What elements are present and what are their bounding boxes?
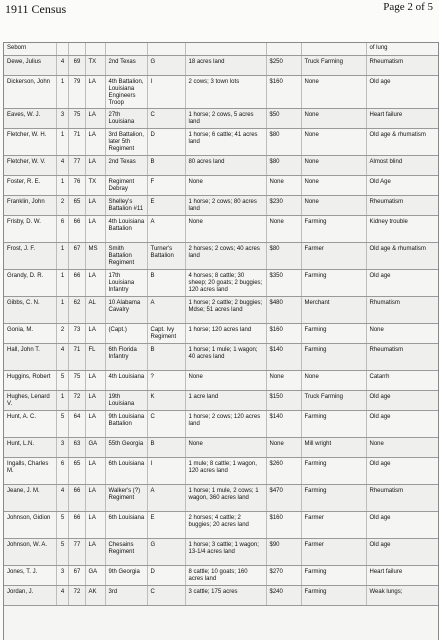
column-header: Seborn [4, 43, 56, 56]
value-cell: $80 [266, 156, 301, 176]
unit-cell: Smith Battalion Regiment [105, 243, 147, 270]
condition-cell: Old age [366, 458, 438, 485]
occupation-cell: Farming [301, 566, 366, 586]
table-row [4, 438, 438, 458]
value-cell: None [266, 371, 301, 391]
unit-cell: 6th Louisiana [105, 458, 147, 485]
company-cell: G [147, 539, 185, 566]
property-cell: None [185, 438, 266, 458]
table-row [4, 324, 438, 344]
state-cell: TX [85, 56, 105, 76]
condition-cell: Rheumatism [366, 485, 438, 512]
condition-cell: Kidney trouble [366, 216, 438, 243]
state-cell: AL [85, 297, 105, 324]
state-cell: LA [85, 76, 105, 109]
name-cell: Jordan, J. [4, 586, 56, 606]
name-cell: Franklin, John [4, 196, 56, 216]
property-cell: 2 horses; 2 cows; 40 acres land [185, 243, 266, 270]
state-cell: MS [85, 243, 105, 270]
company-cell: Turner's Battalion [147, 243, 185, 270]
family-cell: 1 [56, 129, 68, 156]
column-header [85, 43, 105, 56]
name-cell: Frisby, D. W. [4, 216, 56, 243]
occupation-cell: Farming [301, 586, 366, 606]
family-cell: 1 [56, 243, 68, 270]
value-cell: None [266, 438, 301, 458]
value-cell: $230 [266, 196, 301, 216]
company-cell: C [147, 586, 185, 606]
family-cell: 3 [56, 566, 68, 586]
company-cell: C [147, 109, 185, 129]
occupation-cell: Farming [301, 344, 366, 371]
company-cell: B [147, 438, 185, 458]
occupation-cell: None [301, 76, 366, 109]
column-header [68, 43, 85, 56]
state-cell: LA [85, 458, 105, 485]
property-cell: 8 cattle; 10 goats; 160 acres land [185, 566, 266, 586]
state-cell: GA [85, 566, 105, 586]
family-cell: 3 [56, 109, 68, 129]
table-row [4, 485, 438, 512]
age-cell: 67 [68, 566, 85, 586]
occupation-cell: None [301, 176, 366, 196]
age-cell: 71 [68, 344, 85, 371]
unit-cell: 19th Louisiana [105, 391, 147, 411]
family-cell: 2 [56, 324, 68, 344]
condition-cell: Rheumatism [366, 196, 438, 216]
condition-cell: Old age & rhumatism [366, 243, 438, 270]
property-cell: None [185, 216, 266, 243]
occupation-cell: Farming [301, 216, 366, 243]
table-row [4, 176, 438, 196]
unit-cell: 27th Louisiana [105, 109, 147, 129]
occupation-cell: None [301, 109, 366, 129]
name-cell: Grandy, D. R. [4, 270, 56, 297]
condition-cell: Heart failure [366, 566, 438, 586]
property-cell: 80 acres land [185, 156, 266, 176]
value-cell: $160 [266, 76, 301, 109]
column-header [105, 43, 147, 56]
name-cell: Fletcher, W. H. [4, 129, 56, 156]
unit-cell: Chesains Regiment [105, 539, 147, 566]
property-cell: 1 horse; 1 mule, 2 cows; 1 wagon, 360 acres land [185, 485, 266, 512]
company-cell: C [147, 411, 185, 438]
unit-cell: (Capt.) [105, 324, 147, 344]
property-cell: 1 acre land [185, 391, 266, 411]
name-cell: Jeane, J. M. [4, 485, 56, 512]
family-cell: 4 [56, 344, 68, 371]
occupation-cell: Farming [301, 411, 366, 438]
column-header [56, 43, 68, 56]
company-cell: B [147, 156, 185, 176]
column-header [147, 43, 185, 56]
condition-cell: Old age [366, 391, 438, 411]
condition-cell: None [366, 324, 438, 344]
unit-cell: 3rd Battalion, later 5th Regiment [105, 129, 147, 156]
state-cell: LA [85, 411, 105, 438]
table-row [4, 156, 438, 176]
state-cell: LA [85, 485, 105, 512]
condition-cell: Old age [366, 539, 438, 566]
column-header [301, 43, 366, 56]
company-cell: ? [147, 371, 185, 391]
occupation-cell: None [301, 371, 366, 391]
condition-cell: Rhumatism [366, 297, 438, 324]
property-cell: 1 horse; 6 cattle; 41 acres land [185, 129, 266, 156]
value-cell: $150 [266, 391, 301, 411]
value-cell: $240 [266, 586, 301, 606]
company-cell: G [147, 56, 185, 76]
table-row [4, 216, 438, 243]
unit-cell: 17th Louisiana Infantry [105, 270, 147, 297]
property-cell: 1 horse; 2 cows; 120 acres land [185, 411, 266, 438]
condition-cell: Old age & rhumatism [366, 129, 438, 156]
unit-cell: 3rd [105, 586, 147, 606]
table-row [4, 56, 438, 76]
property-cell: 1 mule; 8 cattle; 1 wagon, 120 acres land [185, 458, 266, 485]
name-cell: Hughes, Lenard V. [4, 391, 56, 411]
unit-cell: 6th Louisiana [105, 512, 147, 539]
unit-cell: 10 Alabama Cavalry [105, 297, 147, 324]
name-cell: Hunt, A. C. [4, 411, 56, 438]
family-cell: 1 [56, 270, 68, 297]
family-cell: 5 [56, 411, 68, 438]
family-cell: 4 [56, 156, 68, 176]
unit-cell: 9th Louisiana Battalion [105, 411, 147, 438]
age-cell: 65 [68, 196, 85, 216]
state-cell: LA [85, 512, 105, 539]
age-cell: 75 [68, 371, 85, 391]
age-cell: 66 [68, 512, 85, 539]
table-row [4, 270, 438, 297]
age-cell: 77 [68, 539, 85, 566]
age-cell: 72 [68, 391, 85, 411]
property-cell: 2 cows; 3 town lots [185, 76, 266, 109]
column-header [266, 43, 301, 56]
unit-cell: Shelley's Battalion #11 [105, 196, 147, 216]
company-cell: D [147, 566, 185, 586]
company-cell: K [147, 391, 185, 411]
value-cell: None [266, 216, 301, 243]
table-row [4, 512, 438, 539]
table-row [4, 566, 438, 586]
unit-cell: Regiment Debray [105, 176, 147, 196]
family-cell: 5 [56, 539, 68, 566]
state-cell: AK [85, 586, 105, 606]
occupation-cell: Farmer [301, 243, 366, 270]
age-cell: 66 [68, 485, 85, 512]
name-cell: Gibbs, C. N. [4, 297, 56, 324]
condition-cell: Catarrh [366, 371, 438, 391]
page-indicator: Page 2 of 5 [383, 1, 433, 13]
value-cell: $90 [266, 539, 301, 566]
property-cell: 1 horse; 2 cows; 80 acres land [185, 196, 266, 216]
state-cell: LA [85, 270, 105, 297]
column-header [185, 43, 266, 56]
name-cell: Frost, J. F. [4, 243, 56, 270]
table-row [4, 391, 438, 411]
state-cell: GA [85, 438, 105, 458]
value-cell: $350 [266, 270, 301, 297]
occupation-cell: None [301, 156, 366, 176]
family-cell: 4 [56, 485, 68, 512]
family-cell: 3 [56, 438, 68, 458]
unit-cell: 4th Battalion, Louisiana Engineers Troop [105, 76, 147, 109]
unit-cell: 2nd Texas [105, 56, 147, 76]
family-cell: 1 [56, 176, 68, 196]
unit-cell: 2nd Texas [105, 156, 147, 176]
value-cell: $470 [266, 485, 301, 512]
company-cell: D [147, 129, 185, 156]
condition-cell: Old Age [366, 176, 438, 196]
document-title: 1911 Census [5, 2, 67, 16]
company-cell: E [147, 512, 185, 539]
unit-cell: 9th Georgia [105, 566, 147, 586]
occupation-cell: Merchant [301, 297, 366, 324]
occupation-cell: Farming [301, 458, 366, 485]
census-table-container [3, 42, 439, 640]
occupation-cell: Farming [301, 324, 366, 344]
table-row [4, 344, 438, 371]
name-cell: Jones, T. J. [4, 566, 56, 586]
property-cell: None [185, 176, 266, 196]
unit-cell: 4th Louisiana Battalion [105, 216, 147, 243]
occupation-cell: Farmer [301, 539, 366, 566]
name-cell: Dickerson, John [4, 76, 56, 109]
company-cell: I [147, 76, 185, 109]
column-header: of lung [366, 43, 438, 56]
name-cell: Dewe, Julius [4, 56, 56, 76]
table-row [4, 458, 438, 485]
age-cell: 69 [68, 56, 85, 76]
table-row [4, 297, 438, 324]
property-cell: 1 horse; 2 cattle; 2 buggies; Mdse; 51 acres land [185, 297, 266, 324]
family-cell: 4 [56, 56, 68, 76]
family-cell: 5 [56, 512, 68, 539]
name-cell: Johnson, W. A. [4, 539, 56, 566]
table-row [4, 109, 438, 129]
state-cell: LA [85, 324, 105, 344]
name-cell: Hall, John T. [4, 344, 56, 371]
company-cell: I [147, 458, 185, 485]
unit-cell: 6th Florida Infantry [105, 344, 147, 371]
property-cell: 3 cattle; 175 acres [185, 586, 266, 606]
name-cell: Johnson, Gidion [4, 512, 56, 539]
company-cell: B [147, 270, 185, 297]
company-cell: A [147, 485, 185, 512]
state-cell: LA [85, 216, 105, 243]
name-cell: Fletcher, W. V. [4, 156, 56, 176]
unit-cell: 55th Georgia [105, 438, 147, 458]
age-cell: 71 [68, 129, 85, 156]
table-header-row [4, 43, 438, 56]
age-cell: 77 [68, 156, 85, 176]
family-cell: 2 [56, 196, 68, 216]
name-cell: Foster, R. E. [4, 176, 56, 196]
occupation-cell: Mill wright [301, 438, 366, 458]
name-cell: Gonia, M. [4, 324, 56, 344]
state-cell: LA [85, 109, 105, 129]
property-cell: 4 horses; 8 cattle; 30 sheep; 20 goats; 2 buggies; 120 acres land [185, 270, 266, 297]
name-cell: Ingalls, Charles M. [4, 458, 56, 485]
state-cell: LA [85, 371, 105, 391]
state-cell: LA [85, 156, 105, 176]
condition-cell: None [366, 438, 438, 458]
value-cell: $160 [266, 324, 301, 344]
age-cell: 67 [68, 243, 85, 270]
family-cell: 1 [56, 391, 68, 411]
company-cell: F [147, 176, 185, 196]
table-row [4, 371, 438, 391]
value-cell: $270 [266, 566, 301, 586]
state-cell: FL [85, 344, 105, 371]
occupation-cell: Truck Farming [301, 391, 366, 411]
family-cell: 1 [56, 76, 68, 109]
occupation-cell: Truck Farming [301, 56, 366, 76]
family-cell: 6 [56, 216, 68, 243]
value-cell: $140 [266, 411, 301, 438]
value-cell: $50 [266, 109, 301, 129]
property-cell: None [185, 371, 266, 391]
condition-cell: Old age [366, 270, 438, 297]
condition-cell: Heart failure [366, 109, 438, 129]
name-cell: Eaves, W. J. [4, 109, 56, 129]
value-cell: $260 [266, 458, 301, 485]
table-row [4, 129, 438, 156]
table-row [4, 539, 438, 566]
state-cell: TX [85, 176, 105, 196]
age-cell: 64 [68, 411, 85, 438]
family-cell: 4 [56, 586, 68, 606]
occupation-cell: Farming [301, 270, 366, 297]
value-cell: $250 [266, 56, 301, 76]
age-cell: 66 [68, 216, 85, 243]
occupation-cell: Farmer [301, 512, 366, 539]
family-cell: 6 [56, 458, 68, 485]
condition-cell: Old age [366, 76, 438, 109]
value-cell: $480 [266, 297, 301, 324]
state-cell: LA [85, 196, 105, 216]
age-cell: 66 [68, 270, 85, 297]
condition-cell: Weak lungs; [366, 586, 438, 606]
name-cell: Huggins, Robert [4, 371, 56, 391]
name-cell: Hunt, L.N. [4, 438, 56, 458]
condition-cell: Old age [366, 512, 438, 539]
company-cell: A [147, 216, 185, 243]
occupation-cell: Farming [301, 485, 366, 512]
condition-cell: Almost blind [366, 156, 438, 176]
age-cell: 73 [68, 324, 85, 344]
table-row [4, 586, 438, 606]
state-cell: LA [85, 539, 105, 566]
family-cell: 5 [56, 371, 68, 391]
property-cell: 1 horse; 3 cattle; 1 wagon; 13-1/4 acres land [185, 539, 266, 566]
company-cell: A [147, 297, 185, 324]
age-cell: 75 [68, 109, 85, 129]
table-row [4, 196, 438, 216]
value-cell: $140 [266, 344, 301, 371]
value-cell: $80 [266, 129, 301, 156]
property-cell: 1 horse; 2 cows, 5 acres land [185, 109, 266, 129]
company-cell: B [147, 344, 185, 371]
occupation-cell: None [301, 196, 366, 216]
family-cell: 1 [56, 297, 68, 324]
property-cell: 1 horse; 120 acres land [185, 324, 266, 344]
census-table [4, 43, 438, 606]
property-cell: 1 horse; 1 mule; 1 wagon; 40 acres land [185, 344, 266, 371]
property-cell: 2 horses; 4 cattle; 2 buggies; 20 acres land [185, 512, 266, 539]
unit-cell: 4th Louisiana [105, 371, 147, 391]
table-row [4, 243, 438, 270]
age-cell: 72 [68, 586, 85, 606]
age-cell: 79 [68, 76, 85, 109]
condition-cell: Rheumatism [366, 344, 438, 371]
state-cell: LA [85, 129, 105, 156]
property-cell: 18 acres land [185, 56, 266, 76]
condition-cell: Old age [366, 411, 438, 438]
occupation-cell: None [301, 129, 366, 156]
value-cell: $80 [266, 243, 301, 270]
company-cell: Capt. Ivy Regiment [147, 324, 185, 344]
age-cell: 62 [68, 297, 85, 324]
age-cell: 76 [68, 176, 85, 196]
value-cell: $160 [266, 512, 301, 539]
company-cell: E [147, 196, 185, 216]
table-row [4, 76, 438, 109]
condition-cell: Rheumatism [366, 56, 438, 76]
table-row [4, 411, 438, 438]
state-cell: LA [85, 391, 105, 411]
unit-cell: Walker's (?) Regiment [105, 485, 147, 512]
value-cell: None [266, 176, 301, 196]
age-cell: 63 [68, 438, 85, 458]
age-cell: 65 [68, 458, 85, 485]
